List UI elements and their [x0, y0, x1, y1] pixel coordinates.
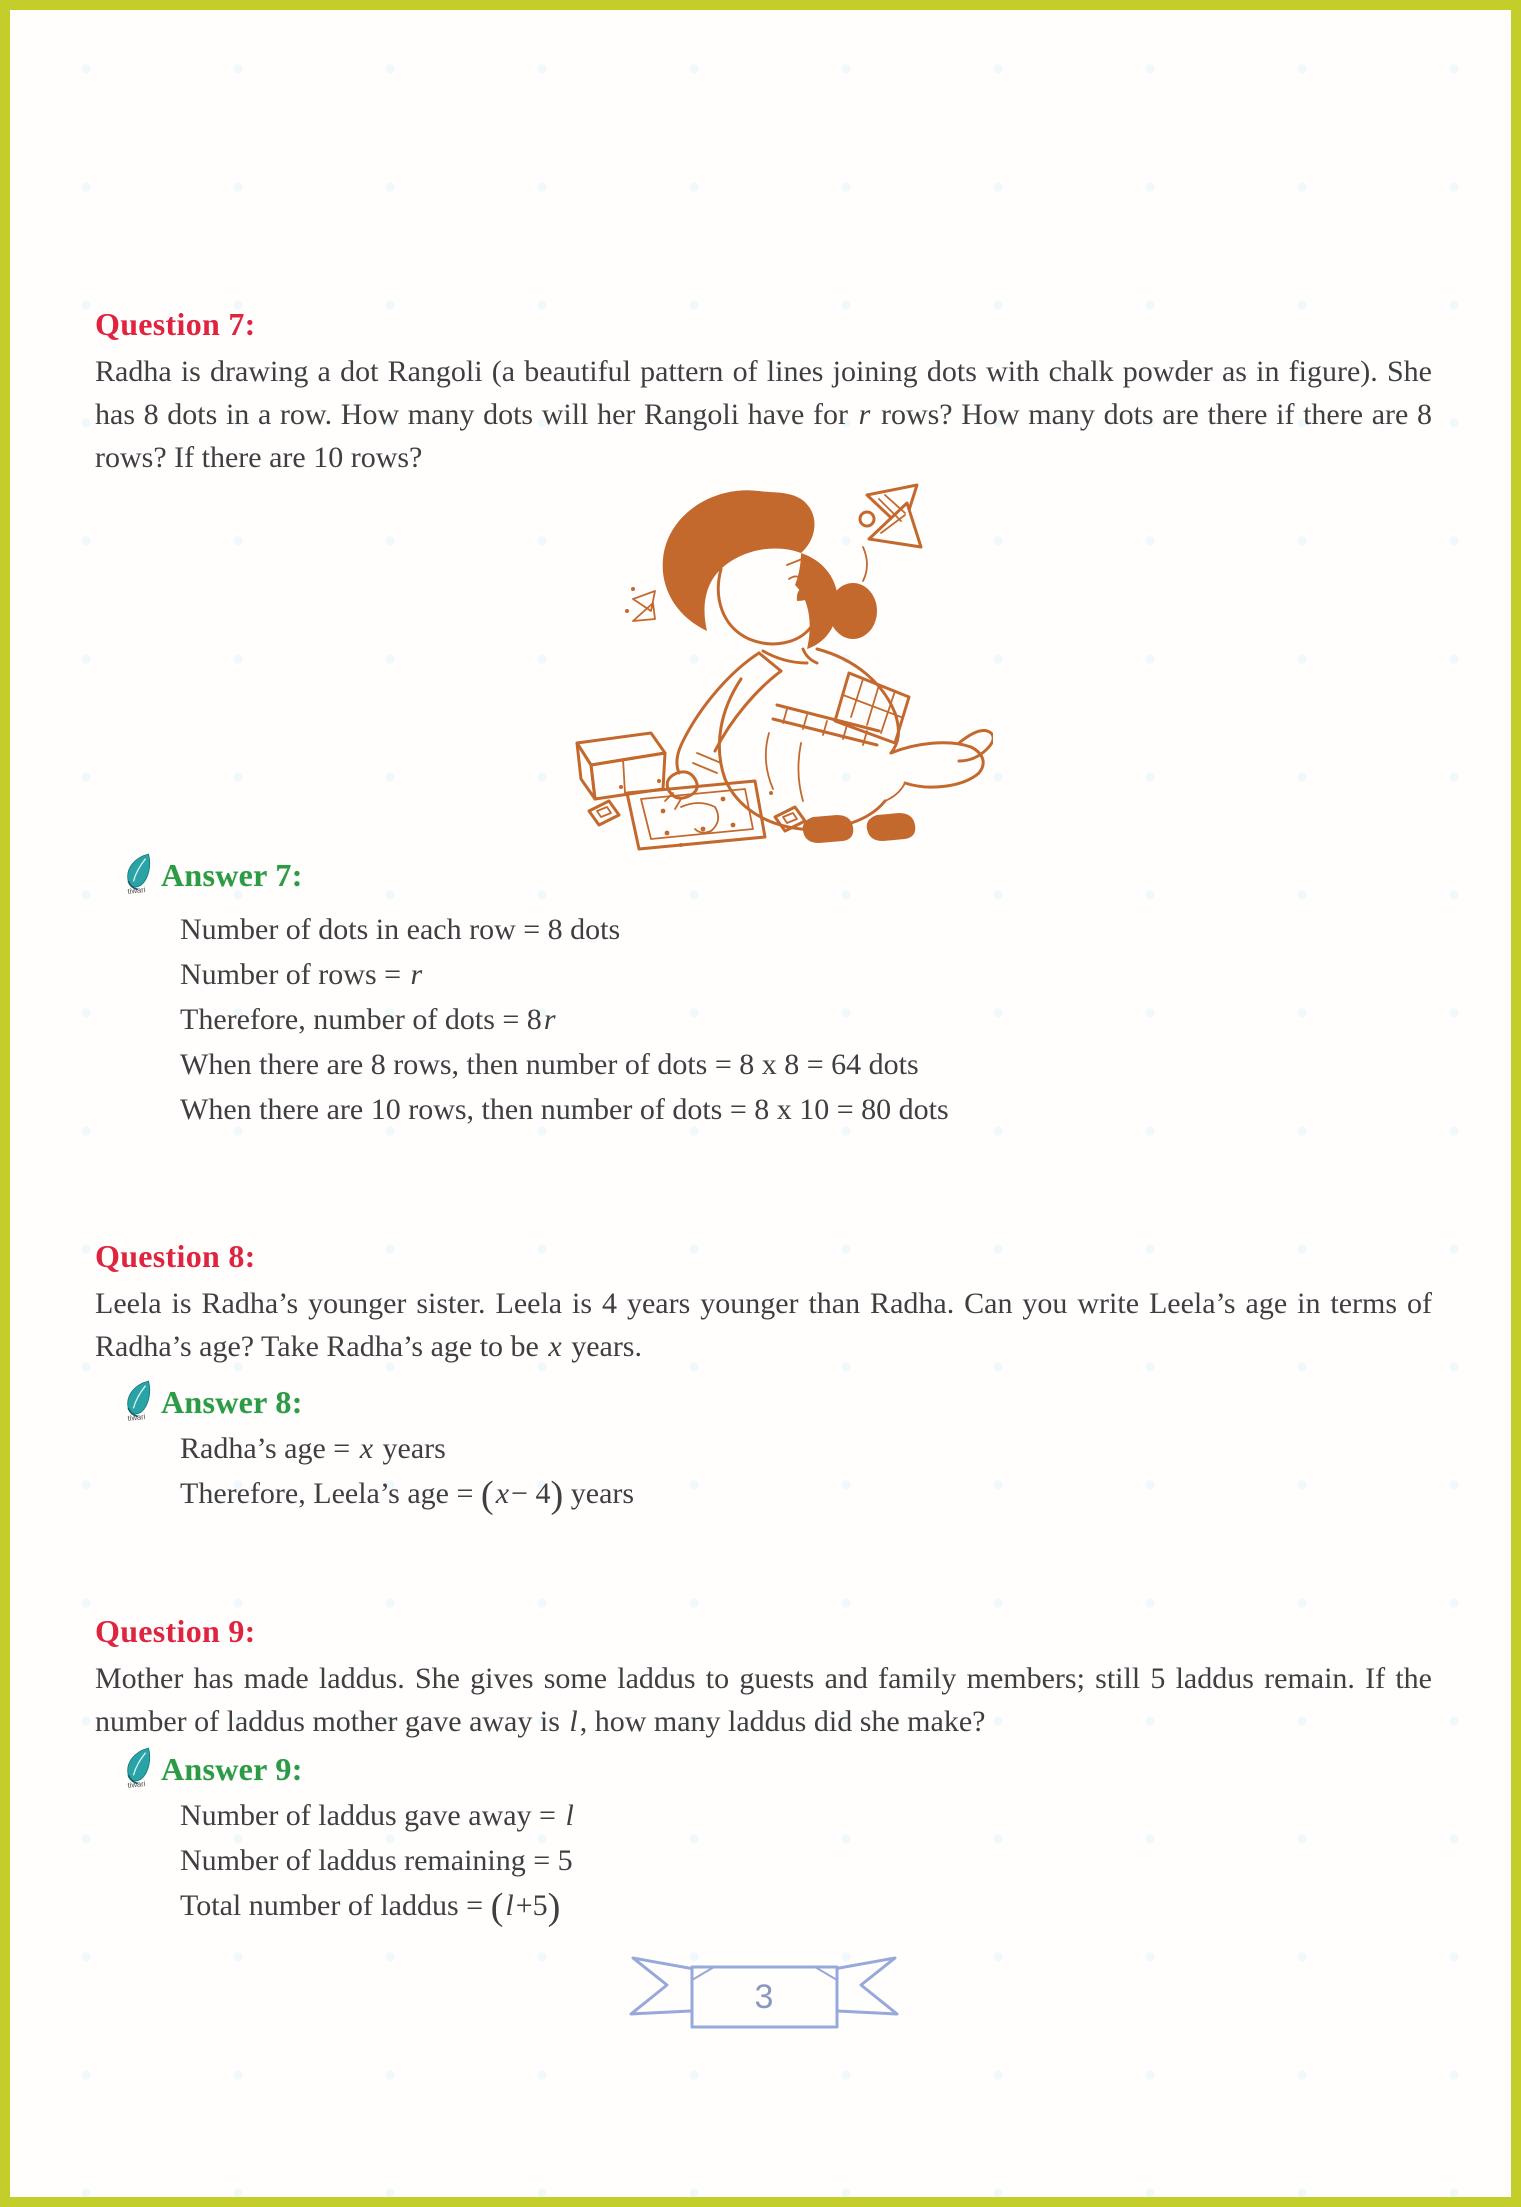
- answer-line: Number of dots in each row = 8 dots: [180, 913, 621, 946]
- answer-8-body: [180, 1426, 1432, 1516]
- page-content: [10, 306, 1511, 2036]
- answer-7-body: [180, 907, 1432, 1132]
- answer-line: Number of laddus gave away = l: [180, 1799, 574, 1832]
- answer-line: Therefore, number of dots = 8r: [180, 1003, 556, 1036]
- page-footer: [95, 1950, 1432, 2036]
- tiwari-leaf-icon: [119, 1741, 158, 1794]
- answer-line: When there are 10 rows, then number of dots = 8 x 10 = 80 dots: [180, 1093, 949, 1126]
- tiwari-label: tiwari: [127, 885, 146, 896]
- answer-8-heading-row: [121, 1380, 1432, 1423]
- tiwari-label: tiwari: [127, 1779, 146, 1790]
- answer-9-body: [180, 1793, 1432, 1928]
- question-9-heading: Question 9:: [95, 1613, 256, 1649]
- page-number-ribbon: [619, 1950, 909, 2036]
- question-8-heading: Question 8:: [95, 1238, 256, 1274]
- answer-line: Number of rows = r: [180, 958, 423, 991]
- answer-9-heading: Answer 9:: [161, 1751, 303, 1787]
- answer-9-heading-row: [121, 1747, 1432, 1790]
- answer-7-heading-row: [121, 853, 1432, 896]
- tiwari-label: tiwari: [127, 1412, 146, 1423]
- answer-line: Total number of laddus = (l+5): [180, 1885, 561, 1928]
- answer-line: Number of laddus remaining = 5: [180, 1844, 573, 1877]
- answer-7-heading: Answer 7:: [161, 857, 303, 893]
- question-8-text: Leela is Radha’s younger sister. Leela is 4 years younger than Radha. Can you write Leela’s age in terms of Radha’s age? Take Radha’s age to be x years.: [95, 1287, 1432, 1363]
- answer-8-heading: Answer 8:: [161, 1384, 303, 1420]
- tiwari-leaf-icon: [119, 847, 158, 900]
- answer-line: Radha’s age = x years: [180, 1432, 446, 1465]
- answer-line: When there are 8 rows, then number of dots = 8 x 8 = 64 dots: [180, 1048, 919, 1081]
- page-number: 3: [754, 1978, 773, 2016]
- tiwari-leaf-icon: [119, 1374, 158, 1427]
- answer-line: Therefore, Leela’s age = (x− 4) years: [180, 1473, 635, 1516]
- question-7-text: Radha is drawing a dot Rangoli (a beautiful pattern of lines joining dots with chalk powder as in figure). She has 8 dots in a row. How many dots will her Rangoli have for r rows? How many dots are there if there are 8 rows? If there are 10 rows?: [95, 355, 1432, 474]
- question-9-text: Mother has made laddus. She gives some laddus to guests and family members; still 5 laddus remain. If the number of laddus mother gave away is l, how many laddus did she make?: [95, 1662, 1432, 1738]
- rangoli-girl-illustration: [563, 481, 993, 851]
- question-7-heading: Question 7:: [95, 306, 256, 342]
